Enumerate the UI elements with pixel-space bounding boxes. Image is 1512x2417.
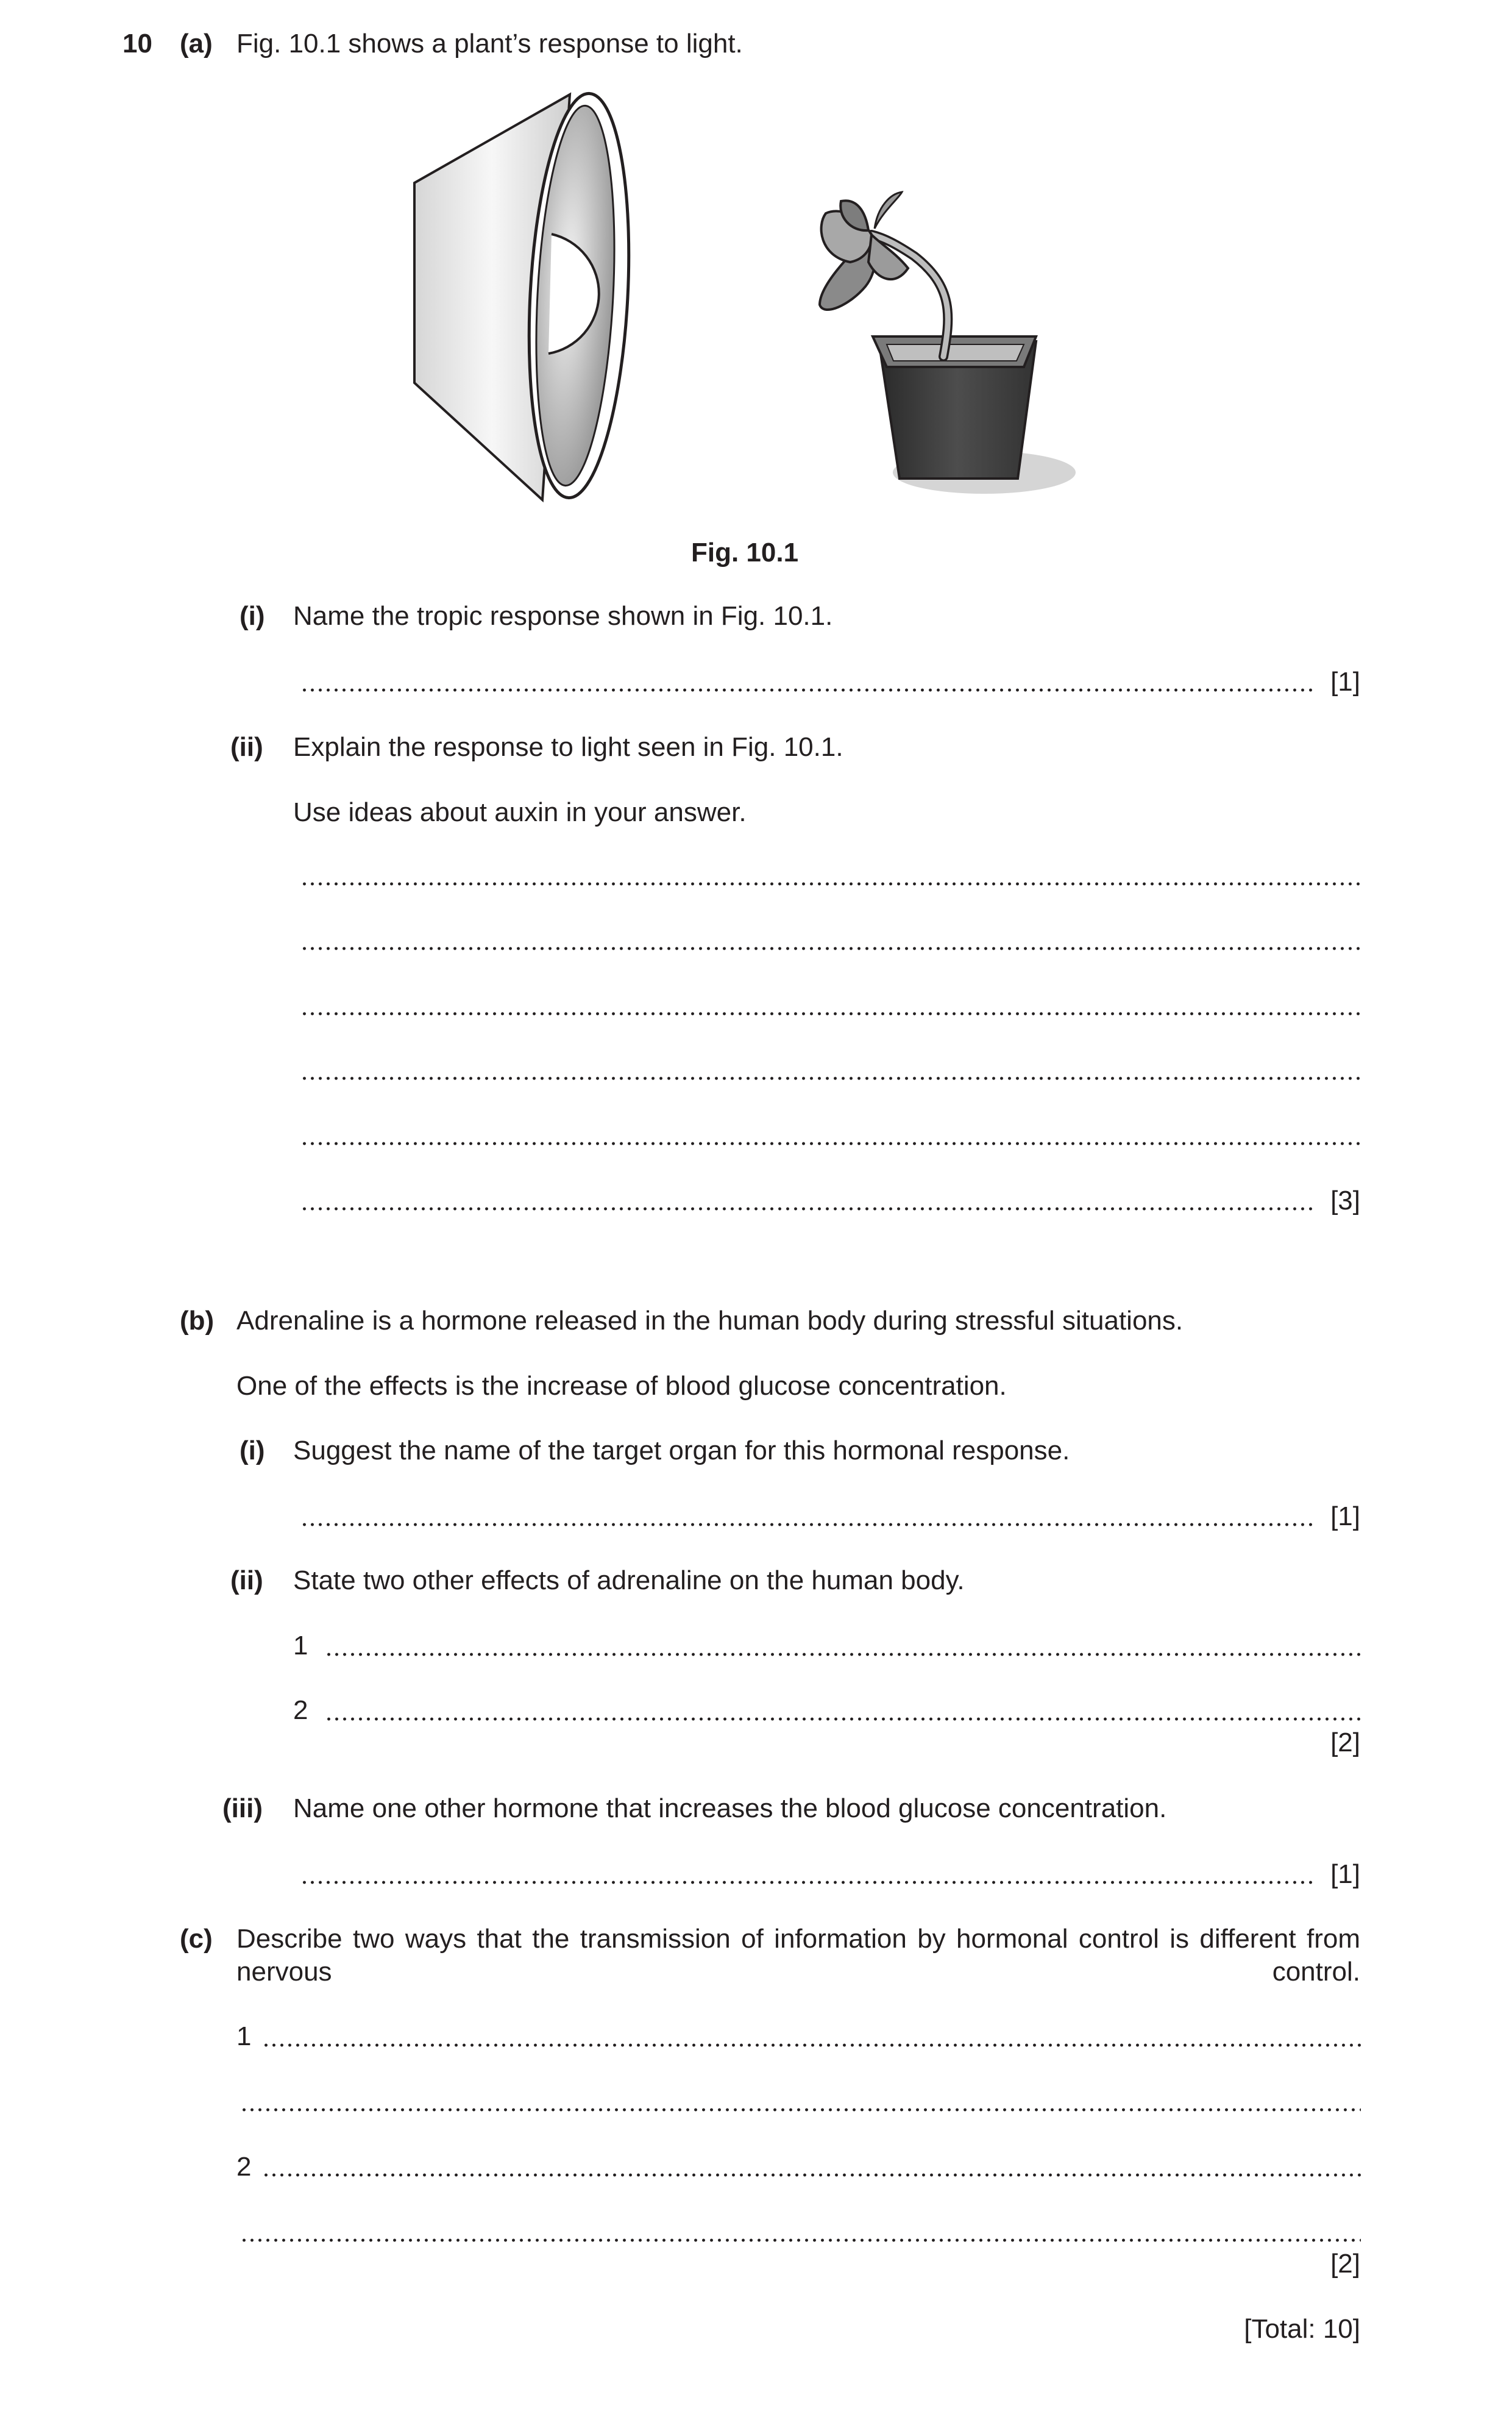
part-b-iii-label: (iii) [222,1793,263,1823]
mark-c: [2] [1330,2249,1360,2279]
part-b-ii-label: (ii) [230,1565,263,1595]
answer-number-b-ii-1: 1 [293,1631,308,1661]
mark-a-i: [1] [1330,667,1360,697]
answer-line-c-2b[interactable] [240,2238,1361,2242]
part-b-stem2: One of the effects is the increase of blood glucose concentration. [236,1371,1007,1401]
part-b-ii-text: State two other effects of adrenaline on the human body. [293,1565,965,1595]
mark-b-i: [1] [1330,1501,1360,1531]
answer-line-a-ii-5[interactable] [300,1142,1361,1145]
mark-b-ii: [2] [1330,1728,1360,1757]
answer-line-a-ii-2[interactable] [300,947,1361,950]
answer-line-a-ii-6[interactable] [300,1207,1312,1211]
answer-line-c-1b[interactable] [240,2108,1361,2112]
part-a-i-text: Name the tropic response shown in Fig. 10.1. [293,601,833,631]
part-c-text: Describe two ways that the transmission of information by hormonal control is different from nervous control. [236,1924,1360,1987]
answer-line-a-ii-3[interactable] [300,1012,1361,1016]
part-a-ii-text2: Use ideas about auxin in your answer. [293,797,747,827]
answer-line-c-2a[interactable] [262,2173,1361,2177]
mark-b-iii: [1] [1330,1859,1360,1889]
answer-number-b-ii-2: 2 [293,1695,308,1725]
answer-line-c-1a[interactable] [262,2043,1361,2047]
answer-line-b-ii-1[interactable] [325,1653,1361,1656]
part-a-label: (a) [180,29,213,59]
part-a-ii-text: Explain the response to light seen in Fig. 10.1. [293,732,843,762]
total-marks: [Total: 10] [1244,2314,1360,2344]
answer-line-a-ii-4[interactable] [300,1077,1361,1080]
figure-10-1 [0,0,1512,549]
answer-number-c-1: 1 [236,2021,252,2051]
answer-line-a-i[interactable] [300,688,1312,692]
lamp-icon [414,91,638,500]
part-a-ii-label: (ii) [230,732,263,762]
part-a-i-label: (i) [240,601,265,631]
figure-caption: Fig. 10.1 [691,538,799,568]
part-b-stem: Adrenaline is a hormone released in the human body during stressful situations. [236,1306,1184,1336]
part-b-i-text: Suggest the name of the target organ for this hormonal response. [293,1436,1070,1465]
answer-line-a-ii-1[interactable] [300,882,1361,886]
part-c-label: (c) [180,1924,213,1954]
answer-line-b-i[interactable] [300,1523,1312,1526]
question-number: 10 [122,29,152,59]
answer-line-b-iii[interactable] [300,1881,1312,1884]
part-a-stem: Fig. 10.1 shows a plant’s response to light. [236,29,743,59]
part-b-iii-text: Name one other hormone that increases the blood glucose concentration. [293,1793,1167,1823]
part-b-i-label: (i) [240,1436,265,1465]
potted-plant-icon [820,192,1076,494]
answer-number-c-2: 2 [236,2152,252,2182]
part-b-label: (b) [180,1306,215,1336]
answer-line-b-ii-2[interactable] [325,1717,1361,1721]
mark-a-ii: [3] [1330,1186,1360,1216]
